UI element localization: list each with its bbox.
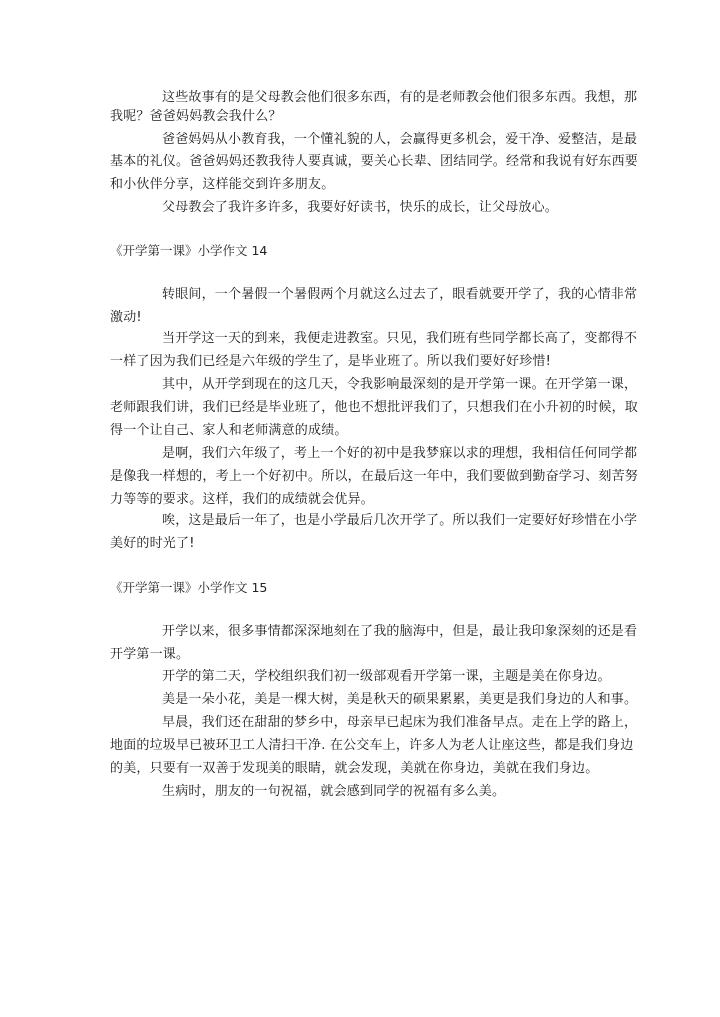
paragraph-line: 父母教会了我许多许多，我要好好读书，快乐的成长，让父母放心。: [162, 200, 559, 215]
paragraph-line: 开学第一课。: [110, 647, 190, 662]
paragraph-line: 转眼间，一个暑假一个暑假两个月就这么过去了，眼看就要开学了，我的心情非常: [162, 287, 638, 302]
paragraph-line: 其中，从开学到现在的这几天，令我影响最深刻的是开学第一课。在开学第一课，: [162, 377, 638, 392]
section-title: 《开学第一课》小学作文 14: [110, 243, 268, 258]
paragraph-line: 得一个让自己、家人和老师满意的成绩。: [110, 423, 348, 438]
paragraph-line: 和小伙伴分享，这样能交到许多朋友。: [110, 177, 335, 192]
paragraph-line: 是啊，我们六年级了，考上一个好的初中是我梦寐以求的理想，我相信任何同学都: [162, 446, 638, 461]
paragraph-line: 的美，只要有一双善于发现美的眼睛，就会发现，美就在你身边，美就在我们身边。: [110, 761, 599, 776]
paragraph-line: 一样了因为我们已经是六年级的学生了，是毕业班了。所以我们要好好珍惜!: [110, 354, 552, 369]
paragraph-line: 开学的第二天，学校组织我们初一级部观看开学第一课，主题是美在你身边。: [162, 669, 611, 684]
paragraph-line: 老师跟我们讲，我们已经是毕业班了，他也不想批评我们了，只想我们在小升初的时候，取: [110, 400, 639, 415]
paragraph-line: 是像我一样想的，考上一个好初中。所以，在最后这一年中，我们要做到勤奋学习、刻苦努: [110, 469, 639, 484]
paragraph-line: 这些故事有的是父母教会他们很多东西，有的是老师教会他们很多东西。我想，那: [162, 90, 638, 105]
paragraph-line: 力等等的要求。这样，我们的成绩就会优异。: [110, 492, 375, 507]
paragraph-line: 开学以来，很多事情都深深地刻在了我的脑海中，但是，最让我印象深刻的还是看: [162, 624, 638, 639]
paragraph-line: 基本的礼仪。爸爸妈妈还教我待人要真诚，要关心长辈、团结同学。经常和我说有好东西要: [110, 154, 639, 169]
paragraph-line: 生病时，朋友的一句祝福，就会感到同学的祝福有多么美。: [162, 784, 506, 799]
paragraph-line: 爸爸妈妈从小教育我，一个懂礼貌的人，会赢得更多机会，爱干净、爱整洁，是最: [162, 132, 638, 147]
paragraph-line: 美是一朵小花，美是一棵大树，美是秋天的硕果累累，美更是我们身边的人和事。: [162, 692, 638, 707]
paragraph-line: 早晨，我们还在甜甜的梦乡中，母亲早已起床为我们准备早点。走在上学的路上，: [162, 715, 638, 730]
paragraph-line: 地面的垃圾早已被环卫工人清扫干净. 在公交车上，许多人为老人让座这些，都是我们身边: [110, 738, 634, 753]
paragraph-line: 我呢？爸爸妈妈教会我什么？: [110, 109, 282, 124]
paragraph-line: 唉，这是最后一年了，也是小学最后几次开学了。所以我们一定要好好珍惜在小学: [162, 513, 638, 528]
paragraph-line: 激动!: [110, 310, 142, 325]
paragraph-line: 美好的时光了!: [110, 536, 195, 551]
paragraph-line: 当开学这一天的到来，我便走进教室。只见，我们班有些同学都长高了，变都得不: [162, 331, 638, 346]
section-title: 《开学第一课》小学作文 15: [110, 580, 268, 595]
